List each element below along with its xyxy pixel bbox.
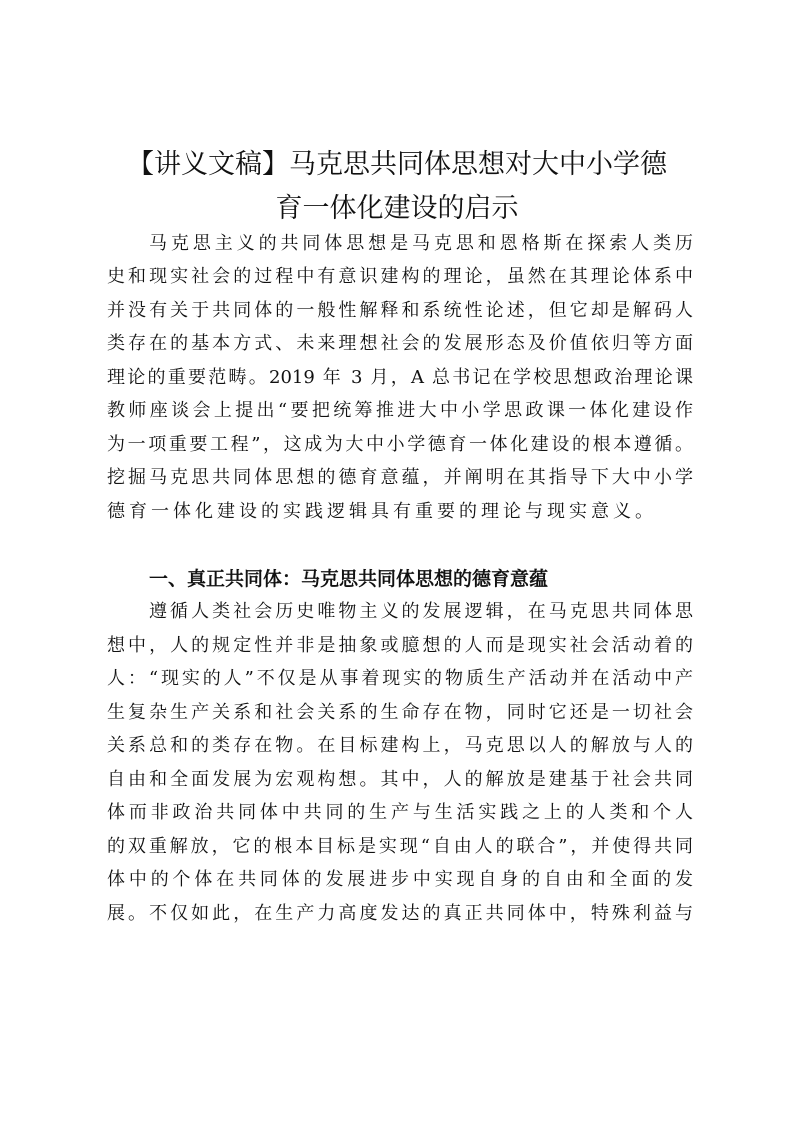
paragraph-line: 的双重解放，它的根本目标是实现“自由人的联合”，并使得共同	[107, 836, 693, 857]
document-title-line-1: 【讲义文稿】马克思共同体思想对大中小学德	[127, 149, 667, 180]
paragraph-line: 自由和全面发展为宏观构想。其中，人的解放是建基于社会共同	[107, 769, 693, 790]
paragraph-line: 展。不仅如此，在生产力高度发达的真正共同体中，特殊利益与	[107, 903, 693, 924]
paragraph-line: 马克思主义的共同体思想是马克思和恩格斯在探索人类历	[149, 233, 693, 254]
paragraph-line: 类存在的基本方式、未来理想社会的发展形态及价值依归等方面	[107, 333, 693, 354]
paragraph-line: 遵循人类社会历史唯物主义的发展逻辑，在马克思共同体思	[149, 601, 693, 622]
paragraph-line: 并没有关于共同体的一般性解释和系统性论述，但它却是解码人	[107, 300, 693, 321]
paragraph-line: 体而非政治共同体中共同的生产与生活实践之上的人类和个人	[107, 802, 693, 823]
paragraph-line: 体中的个体在共同体的发展进步中实现自身的自由和全面的发	[107, 869, 693, 890]
paragraph-line: 理论的重要范畴。2019 年 3 月，A 总书记在学校思想政治理论课	[107, 367, 693, 388]
paragraph-line: 人：“现实的人”不仅是从事着现实的物质生产活动并在活动中产	[107, 668, 693, 689]
paragraph-line: 为一项重要工程”，这成为大中小学德育一体化建设的根本遵循。	[107, 434, 693, 455]
section-heading-1: 一、真正共同体：马克思共同体思想的德育意蕴	[149, 568, 549, 590]
paragraph-line: 史和现实社会的过程中有意识建构的理论，虽然在其理论体系中	[107, 266, 693, 287]
document-title-line-2: 育一体化建设的启示	[275, 193, 519, 224]
paragraph-line: 想中，人的规定性并非是抽象或臆想的人而是现实社会活动着的	[107, 635, 693, 656]
paragraph-line: 教师座谈会上提出“要把统筹推进大中小学思政课一体化建设作	[107, 400, 693, 421]
paragraph-line: 关系总和的类存在物。在目标建构上，马克思以人的解放与人的	[107, 735, 693, 756]
paragraph-line: 挖掘马克思共同体思想的德育意蕴，并阐明在其指导下大中小学	[107, 467, 693, 488]
paragraph-line: 德育一体化建设的实践逻辑具有重要的理论与现实意义。	[107, 501, 657, 522]
paragraph-line: 生复杂生产关系和社会关系的生命存在物，同时它还是一切社会	[107, 702, 693, 723]
